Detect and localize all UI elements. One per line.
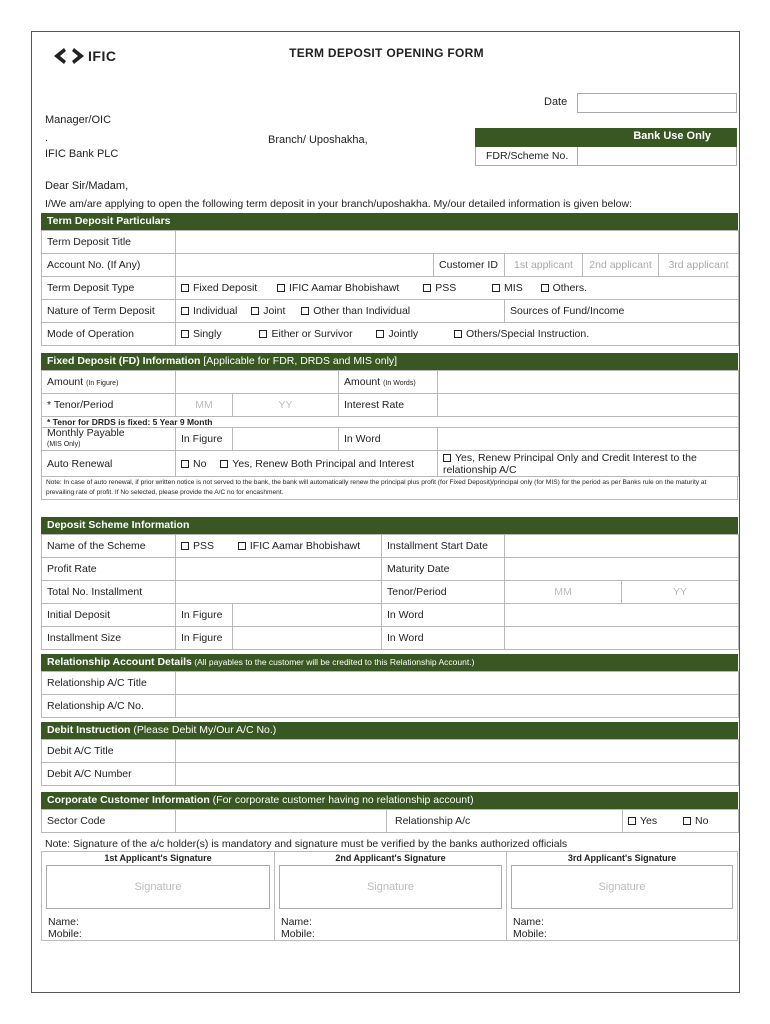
table-row [42, 323, 739, 346]
scheme-aamar-label: IFIC Aamar Bhobishawt [249, 540, 361, 552]
relationship-ac-options [623, 810, 739, 833]
initial-figure-input[interactable] [233, 604, 382, 627]
scheme-no-input[interactable] [578, 147, 736, 165]
installment-size-label: Installment Size [42, 627, 176, 650]
table-row [42, 428, 739, 451]
nature-label: Nature of Term Deposit [42, 300, 176, 323]
signature-section [41, 838, 738, 941]
debit-number-label: Debit A/C Number [42, 763, 176, 786]
account-label: Account No. (If Any) [42, 254, 176, 277]
type-label: Term Deposit Type [42, 277, 176, 300]
checkbox-auto-no[interactable] [181, 460, 189, 468]
table-row [42, 763, 739, 786]
scheme-section [41, 517, 738, 650]
date-label: Date [544, 96, 568, 108]
sig3-meta [507, 909, 737, 940]
scheme-tenor-mm-input[interactable]: MM [505, 581, 622, 604]
corporate-section [41, 792, 738, 833]
sig3-title: 3rd Applicant's Signature [567, 853, 677, 863]
total-installment-input[interactable] [176, 581, 382, 604]
scheme-tenor-label: Tenor/Period [382, 581, 505, 604]
checkbox-individual[interactable] [181, 307, 189, 315]
monthly-figure-label: In Figure [176, 428, 233, 451]
table-row [42, 695, 739, 718]
sources-label: Sources of Fund/Income [510, 305, 625, 317]
amount-words-input[interactable] [438, 371, 739, 394]
initial-deposit-label: Initial Deposit [42, 604, 176, 627]
bank-use-box [475, 128, 737, 166]
nature-options [176, 300, 505, 323]
initial-figure-label: In Figure [176, 604, 233, 627]
tenor-mm-input[interactable]: MM [176, 394, 233, 417]
sources-cell[interactable] [505, 300, 739, 323]
auto-principal-label: Yes, Renew Principal Only and Credit Interest to the relationship A/C [443, 451, 697, 476]
total-installment-label: Total No. Installment [42, 581, 176, 604]
form-page [31, 31, 740, 993]
size-word-input[interactable] [505, 627, 739, 650]
mode-either-label: Either or Survivor [271, 328, 353, 340]
debit-section [41, 722, 738, 786]
size-figure-input[interactable] [233, 627, 382, 650]
checkbox-jointly[interactable] [376, 330, 384, 338]
mode-singly-label: Singly [193, 328, 222, 340]
tenor-label: * Tenor/Period [42, 394, 176, 417]
table-row [42, 451, 739, 477]
checkbox-pss[interactable] [423, 284, 431, 292]
applicant1-input[interactable]: 1st applicant [505, 254, 583, 277]
nature-individual-label: Individual [193, 305, 238, 317]
scheme-name-label: Name of the Scheme [42, 535, 176, 558]
term-deposit-section [41, 213, 738, 346]
account-input[interactable] [176, 254, 434, 277]
scheme-no-label: FDR/Scheme No. [476, 147, 578, 165]
checkbox-fixed[interactable] [181, 284, 189, 292]
interest-input[interactable] [438, 394, 739, 417]
table-row [42, 810, 739, 833]
checkbox-joint[interactable] [251, 307, 259, 315]
debit-header: Debit Instruction (Please Debit My/Our A/C No.) [41, 722, 738, 739]
corporate-header: Corporate Customer Information (For corporate customer having no relationship account) [41, 792, 738, 809]
sig2-box[interactable]: Signature [279, 865, 502, 909]
table-row [42, 740, 739, 763]
monthly-label: Monthly Payable (MIS Only) [42, 428, 176, 451]
maturity-label: Maturity Date [382, 558, 505, 581]
sig1-title: 1st Applicant's Signature [104, 853, 212, 863]
rel-no-input[interactable] [176, 695, 739, 718]
date-input[interactable] [577, 93, 737, 113]
mode-jointly-label: Jointly [388, 328, 419, 340]
address-bank: IFIC Bank PLC [45, 148, 119, 160]
checkbox-auto-principal[interactable] [443, 454, 451, 462]
sig3-box[interactable]: Signature [511, 865, 733, 909]
rel-title-label: Relationship A/C Title [42, 672, 176, 695]
sig1-box[interactable]: Signature [46, 865, 270, 909]
signature-col-2 [274, 852, 506, 940]
term-deposit-header: Term Deposit Particulars [41, 213, 738, 230]
table-row [42, 672, 739, 695]
sig2-name: Name: [281, 916, 312, 928]
start-date-input[interactable] [505, 535, 739, 558]
checkbox-yes[interactable] [628, 817, 636, 825]
checkbox-mis[interactable] [492, 284, 500, 292]
scheme-tenor-yy-input[interactable]: YY [622, 581, 739, 604]
fixed-deposit-section [41, 353, 738, 500]
signature-col-1 [42, 852, 274, 940]
tenor-note: * Tenor for DRDS is fixed: 5 Year 9 Month [42, 417, 739, 428]
yes-label: Yes [640, 815, 658, 827]
mode-options [176, 323, 739, 346]
type-fixed-label: Fixed Deposit [193, 282, 258, 294]
signature-col-3 [506, 852, 737, 940]
applicant3-input[interactable]: 3rd applicant [659, 254, 739, 277]
table-row [42, 535, 739, 558]
table-row [42, 627, 739, 650]
checkbox-aamar[interactable] [277, 284, 285, 292]
rel-no-label: Relationship A/C No. [42, 695, 176, 718]
table-row [42, 254, 739, 277]
sig3-name: Name: [513, 916, 544, 928]
sig3-mobile: Mobile: [513, 928, 547, 940]
debit-number-input[interactable] [176, 763, 739, 786]
mode-label: Mode of Operation [42, 323, 176, 346]
auto-renewal-label: Auto Renewal [42, 451, 176, 477]
table-row [42, 277, 739, 300]
interest-label: Interest Rate [339, 394, 438, 417]
scheme-name-options [176, 535, 382, 558]
start-date-label: Installment Start Date [382, 535, 505, 558]
table-row [42, 371, 739, 394]
auto-principal-option [438, 451, 739, 477]
amount-figure-input[interactable] [176, 371, 339, 394]
profit-rate-input[interactable] [176, 558, 382, 581]
rel-title-input[interactable] [176, 672, 739, 695]
initial-word-label: In Word [382, 604, 505, 627]
checkbox-scheme-aamar[interactable] [238, 542, 246, 550]
table-row [42, 300, 739, 323]
sig1-mobile: Mobile: [48, 928, 82, 940]
term-title-input[interactable] [176, 231, 739, 254]
no-label: No [694, 815, 709, 827]
nature-other-label: Other than Individual [313, 305, 411, 317]
sig2-mobile: Mobile: [281, 928, 315, 940]
applicant2-input[interactable]: 2nd applicant [583, 254, 659, 277]
type-pss-label: PSS [435, 282, 457, 294]
checkbox-scheme-pss[interactable] [181, 542, 189, 550]
type-options [176, 277, 739, 300]
type-mis-label: MIS [504, 282, 523, 294]
table-row [42, 581, 739, 604]
fixed-deposit-header: Fixed Deposit (FD) Information [Applicable for FDR, DRDS and MIS only] [41, 353, 738, 370]
sector-code-input[interactable] [176, 810, 387, 833]
form-title: TERM DEPOSIT OPENING FORM [289, 46, 484, 60]
mode-others-label: Others/Special Instruction. [466, 328, 590, 340]
initial-word-input[interactable] [505, 604, 739, 627]
relationship-header: Relationship Account Details (All payables to the customer will be credited to this Relationship Account.) [41, 654, 738, 671]
table-row [42, 394, 739, 417]
size-word-label: In Word [382, 627, 505, 650]
checkbox-auto-both[interactable] [220, 460, 228, 468]
checkbox-either[interactable] [259, 330, 267, 338]
auto-renewal-note: Note: In case of auto renewal, if prior written notice is not served to the bank, the bank will automatically renew the principal plus profit (for Fixed Deposit)/principal only (for MIS) for the period as per Banks rule on the maturity at prevailing rate of profit. If No selected, please provide the A/C no for encashment. [41, 477, 738, 500]
table-row [42, 417, 739, 428]
relationship-ac-label: Relationship A/c [387, 810, 623, 833]
debit-title-label: Debit A/C Title [42, 740, 176, 763]
table-row [42, 558, 739, 581]
nature-joint-label: Joint [263, 305, 286, 317]
sig2-title: 2nd Applicant's Signature [335, 853, 446, 863]
table-row [42, 231, 739, 254]
amount-words-label: Amount (In Words) [339, 371, 438, 394]
checkbox-no[interactable] [683, 817, 691, 825]
checkbox-special[interactable] [454, 330, 462, 338]
salutation: Dear Sir/Madam, [45, 180, 129, 192]
table-row [42, 604, 739, 627]
relationship-section [41, 654, 738, 718]
amount-label: Amount (In Figure) [42, 371, 176, 394]
checkbox-singly[interactable] [181, 330, 189, 338]
scheme-pss-label: PSS [193, 540, 215, 552]
auto-renewal-options [176, 451, 438, 477]
sig1-name: Name: [48, 916, 79, 928]
checkbox-others[interactable] [541, 284, 549, 292]
maturity-input[interactable] [505, 558, 739, 581]
checkbox-other-individual[interactable] [301, 307, 309, 315]
sig2-meta [275, 909, 506, 940]
monthly-word-label: In Word [339, 428, 438, 451]
sig1-meta [42, 909, 274, 940]
type-others-label: Others. [552, 282, 587, 294]
intro-text: I/We am/are applying to open the following term deposit in your branch/uposhakha. My/our detailed information is given below: [45, 198, 632, 210]
logo-text: IFIC [88, 48, 117, 64]
monthly-figure-input[interactable] [233, 428, 339, 451]
auto-no-label: No [193, 457, 207, 470]
size-figure-label: In Figure [176, 627, 233, 650]
address-manager: Manager/OIC [45, 114, 112, 126]
sector-code-label: Sector Code [42, 810, 176, 833]
monthly-word-input[interactable] [438, 428, 739, 451]
customer-id-label: Customer ID [434, 254, 505, 277]
profit-rate-label: Profit Rate [42, 558, 176, 581]
tenor-yy-input[interactable]: YY [233, 394, 339, 417]
signature-note: Note: Signature of the a/c holder(s) is mandatory and signature must be verified by the banks authorized officials [45, 838, 568, 850]
address-branch: Branch/ Uposhakha, [268, 134, 368, 146]
auto-both-label: Yes, Renew Both Principal and Interest [232, 457, 415, 470]
term-title-label: Term Deposit Title [42, 231, 176, 254]
bank-use-title: Bank Use Only [475, 128, 737, 147]
scheme-header: Deposit Scheme Information [41, 517, 738, 534]
debit-title-input[interactable] [176, 740, 739, 763]
type-aamar-label: IFIC Aamar Bhobishawt [289, 282, 400, 294]
address-dot: . [45, 132, 49, 144]
